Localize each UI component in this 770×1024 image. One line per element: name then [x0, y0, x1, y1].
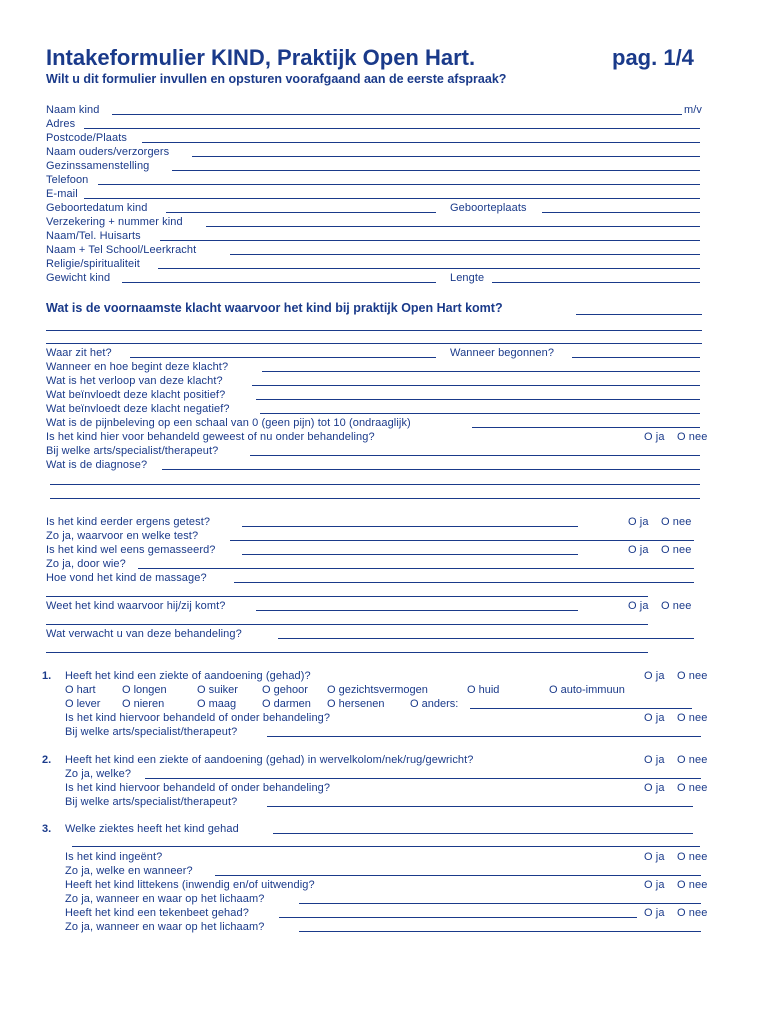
label-telefoon: Telefoon: [46, 174, 89, 186]
section-2-welke[interactable]: [65, 767, 705, 781]
input-line[interactable]: [262, 371, 700, 372]
label-getest: Is het kind eerder ergens getest?: [46, 516, 211, 528]
field-verwacht[interactable]: [46, 627, 701, 641]
input-line[interactable]: [278, 638, 694, 639]
input-line[interactable]: [242, 554, 578, 555]
input-line[interactable]: [230, 254, 700, 255]
field-telefoon[interactable]: [46, 173, 701, 187]
label-postcode: Postcode/Plaats: [46, 132, 127, 144]
input-line[interactable]: [142, 142, 700, 143]
radio-ja[interactable]: O ja: [628, 516, 649, 528]
input-line[interactable]: [138, 568, 694, 569]
field-positief[interactable]: [46, 388, 701, 402]
input-line[interactable]: [492, 282, 700, 283]
option-gezichtsvermogen[interactable]: O gezichtsvermogen: [327, 684, 428, 696]
input-line[interactable]: [46, 330, 702, 331]
input-line[interactable]: [192, 156, 700, 157]
radio-nee[interactable]: O nee: [677, 670, 708, 682]
page-number: pag. 1/4: [612, 45, 694, 70]
field-hoe-begint[interactable]: [46, 360, 701, 374]
label-adres: Adres: [46, 118, 76, 130]
input-line[interactable]: [299, 903, 701, 904]
field-gezin[interactable]: [46, 159, 701, 173]
input-line[interactable]: [46, 343, 702, 344]
label-waarvoor: Zo ja, waarvoor en welke test?: [46, 530, 199, 542]
input-line[interactable]: [46, 596, 648, 597]
label-tekenbeet: Heeft het kind een tekenbeet gehad?: [65, 907, 249, 919]
form-title: Intakeformulier KIND, Praktijk Open Hart.: [46, 45, 476, 70]
label-behandeld: Is het kind hier voor behandeld geweest of nu onder behandeling?: [46, 431, 375, 443]
label-waar-lichaam: Zo ja, wanneer en waar op het lichaam?: [65, 921, 265, 933]
input-line[interactable]: [46, 652, 648, 653]
section-3-littekens[interactable]: [65, 878, 715, 892]
radio-nee[interactable]: O nee: [677, 907, 708, 919]
input-line[interactable]: [162, 469, 700, 470]
radio-ja[interactable]: O ja: [628, 544, 649, 556]
option-hersenen[interactable]: O hersenen: [327, 698, 385, 710]
input-line[interactable]: [112, 114, 682, 115]
input-line[interactable]: [122, 282, 436, 283]
field-email[interactable]: [46, 187, 701, 201]
section-1-question[interactable]: [65, 669, 715, 683]
label-gewicht: Gewicht kind: [46, 272, 111, 284]
label-arts: Bij welke arts/specialist/therapeut?: [65, 726, 238, 738]
label-waar: Waar zit het?: [46, 347, 112, 359]
field-waar[interactable]: [46, 346, 701, 360]
field-verzekering[interactable]: [46, 215, 701, 229]
label-arts: Bij welke arts/specialist/therapeut?: [65, 796, 238, 808]
label-pijn: Wat is de pijnbeleving op een schaal van 0 (geen pijn) tot 10 (ondraaglijk): [46, 417, 411, 429]
option-nieren[interactable]: O nieren: [122, 698, 165, 710]
label-gezin: Gezinssamenstelling: [46, 160, 150, 172]
field-pijn[interactable]: [46, 416, 701, 430]
input-line[interactable]: [160, 240, 700, 241]
section-2-question[interactable]: [65, 753, 715, 767]
field-adres[interactable]: [46, 117, 701, 131]
label-school: Naam + Tel School/Leerkracht: [46, 244, 197, 256]
input-line[interactable]: [256, 610, 578, 611]
radio-nee[interactable]: O nee: [661, 516, 692, 528]
option-darmen[interactable]: O darmen: [262, 698, 311, 710]
input-line[interactable]: [84, 198, 700, 199]
input-line[interactable]: [267, 806, 693, 807]
field-postcode[interactable]: [46, 131, 701, 145]
field-welke-arts[interactable]: [46, 444, 701, 458]
label-geboorteplaats: Geboorteplaats: [450, 202, 527, 214]
option-auto-immuun[interactable]: O auto-immuun: [549, 684, 625, 696]
label-ziekte: Heeft het kind een ziekte of aandoening (gehad)?: [65, 670, 311, 682]
section-3-question[interactable]: [65, 822, 705, 836]
section-3-waar2[interactable]: [65, 920, 705, 934]
label-welke-wanneer: Zo ja, welke en wanneer?: [65, 865, 193, 877]
section-2-behandeld[interactable]: [65, 781, 715, 795]
input-line[interactable]: [234, 582, 694, 583]
section-3-welke-wanneer[interactable]: [65, 864, 705, 878]
section-1-arts[interactable]: [65, 725, 705, 739]
input-line[interactable]: [98, 184, 700, 185]
label-welke: Zo ja, welke?: [65, 768, 132, 780]
label-email: E-mail: [46, 188, 78, 200]
option-suiker[interactable]: O suiker: [197, 684, 238, 696]
radio-ja[interactable]: O ja: [644, 712, 665, 724]
radio-ja[interactable]: O ja: [644, 670, 665, 682]
field-verloop[interactable]: [46, 374, 701, 388]
input-line[interactable]: [279, 917, 637, 918]
radio-ja[interactable]: O ja: [644, 431, 665, 443]
option-longen[interactable]: O longen: [122, 684, 167, 696]
input-line[interactable]: [46, 624, 648, 625]
option-huid[interactable]: O huid: [467, 684, 500, 696]
label-littekens: Heeft het kind littekens (inwendig en/of uitwendig?: [65, 879, 315, 891]
field-diagnose[interactable]: [46, 458, 701, 472]
input-line[interactable]: [230, 540, 694, 541]
label-wervelkolom: Heeft het kind een ziekte of aandoening (gehad) in wervelkolom/nek/rug/gewricht?: [65, 754, 474, 766]
field-weet[interactable]: [46, 599, 714, 613]
radio-ja[interactable]: O ja: [644, 754, 665, 766]
label-positief: Wat beïnvloedt deze klacht positief?: [46, 389, 226, 401]
option-gehoor[interactable]: O gehoor: [262, 684, 308, 696]
input-line[interactable]: [206, 226, 700, 227]
label-ziektes: Welke ziektes heeft het kind gehad: [65, 823, 239, 835]
input-line[interactable]: [145, 778, 701, 779]
field-behandeld[interactable]: [46, 430, 714, 444]
label-negatief: Wat beïnvloedt deze klacht negatief?: [46, 403, 230, 415]
input-line[interactable]: [242, 526, 578, 527]
section-1-number: 1.: [42, 670, 52, 682]
field-religie[interactable]: [46, 257, 701, 271]
label-weet: Weet het kind waarvoor hij/zij komt?: [46, 600, 226, 612]
option-anders[interactable]: O anders:: [410, 698, 459, 710]
field-geboorte[interactable]: [46, 201, 701, 215]
label-massage: Hoe vond het kind de massage?: [46, 572, 207, 584]
section-2-number: 2.: [42, 754, 52, 766]
field-naam-kind[interactable]: [46, 103, 701, 117]
input-line[interactable]: [72, 846, 700, 847]
label-wanneer-begonnen: Wanneer begonnen?: [450, 347, 555, 359]
field-huisarts[interactable]: [46, 229, 701, 243]
field-getest[interactable]: [46, 515, 714, 529]
radio-ja[interactable]: O ja: [644, 782, 665, 794]
input-line[interactable]: [50, 484, 700, 485]
radio-nee[interactable]: O nee: [677, 754, 708, 766]
field-school[interactable]: [46, 243, 701, 257]
label-behandeld: Is het kind hiervoor behandeld of onder behandeling?: [65, 712, 331, 724]
field-negatief[interactable]: [46, 402, 701, 416]
field-door-wie[interactable]: [46, 557, 701, 571]
section-3-tekenbeet[interactable]: [65, 906, 715, 920]
input-line[interactable]: [158, 268, 700, 269]
input-line[interactable]: [299, 931, 701, 932]
section-3-ingeent[interactable]: [65, 850, 715, 864]
field-massage[interactable]: [46, 571, 701, 585]
input-line[interactable]: [470, 708, 692, 709]
label-lengte: Lengte: [450, 272, 485, 284]
input-line[interactable]: [130, 357, 436, 358]
label-waar-lichaam: Zo ja, wanneer en waar op het lichaam?: [65, 893, 265, 905]
radio-ja[interactable]: O ja: [644, 851, 665, 863]
input-line[interactable]: [252, 385, 700, 386]
label-door-wie: Zo ja, door wie?: [46, 558, 126, 570]
option-lever[interactable]: O lever: [65, 698, 101, 710]
complaint-heading: Wat is de voornaamste klacht waarvoor het kind bij praktijk Open Hart komt?: [46, 301, 503, 315]
section-1-behandeld[interactable]: [65, 711, 715, 725]
label-hoe-begint: Wanneer en hoe begint deze klacht?: [46, 361, 229, 373]
input-line[interactable]: [172, 170, 700, 171]
label-verloop: Wat is het verloop van deze klacht?: [46, 375, 223, 387]
radio-nee[interactable]: O nee: [677, 851, 708, 863]
input-line[interactable]: [273, 833, 693, 834]
section-3-number: 3.: [42, 823, 52, 835]
label-religie: Religie/spiritualiteit: [46, 258, 140, 270]
field-waarvoor[interactable]: [46, 529, 701, 543]
option-maag[interactable]: O maag: [197, 698, 237, 710]
input-line[interactable]: [260, 413, 700, 414]
section-2-arts[interactable]: [65, 795, 705, 809]
radio-ja[interactable]: O ja: [644, 879, 665, 891]
radio-nee[interactable]: O nee: [661, 544, 692, 556]
label-verzekering: Verzekering + nummer kind: [46, 216, 183, 228]
label-ouders: Naam ouders/verzorgers: [46, 146, 170, 158]
label-naam-kind: Naam kind: [46, 104, 100, 116]
input-line[interactable]: [256, 399, 700, 400]
input-line[interactable]: [250, 455, 700, 456]
radio-nee[interactable]: O nee: [677, 782, 708, 794]
radio-nee[interactable]: O nee: [677, 712, 708, 724]
radio-ja[interactable]: O ja: [628, 600, 649, 612]
radio-nee[interactable]: O nee: [661, 600, 692, 612]
input-line[interactable]: [50, 498, 700, 499]
input-line[interactable]: [215, 875, 701, 876]
label-welke-arts: Bij welke arts/specialist/therapeut?: [46, 445, 219, 457]
label-verwacht: Wat verwacht u van deze behandeling?: [46, 628, 242, 640]
form-subtitle: Wilt u dit formulier invullen en opsturen voorafgaand aan de eerste afspraak?: [46, 72, 507, 86]
label-mv: m/v: [684, 104, 703, 116]
label-behandeld: Is het kind hiervoor behandeld of onder behandeling?: [65, 782, 331, 794]
field-gemasseerd[interactable]: [46, 543, 714, 557]
radio-nee[interactable]: O nee: [677, 431, 708, 443]
option-hart[interactable]: O hart: [65, 684, 96, 696]
input-line[interactable]: [576, 314, 702, 315]
input-line[interactable]: [166, 212, 436, 213]
label-ingeent: Is het kind ingeënt?: [65, 851, 163, 863]
label-huisarts: Naam/Tel. Huisarts: [46, 230, 141, 242]
label-diagnose: Wat is de diagnose?: [46, 459, 148, 471]
label-geboortedatum: Geboortedatum kind: [46, 202, 148, 214]
field-ouders[interactable]: [46, 145, 701, 159]
input-line[interactable]: [572, 357, 700, 358]
input-line[interactable]: [472, 427, 700, 428]
input-line[interactable]: [267, 736, 701, 737]
radio-ja[interactable]: O ja: [644, 907, 665, 919]
input-line[interactable]: [84, 128, 700, 129]
field-gewicht[interactable]: [46, 271, 701, 285]
input-line[interactable]: [542, 212, 700, 213]
radio-nee[interactable]: O nee: [677, 879, 708, 891]
label-gemasseerd: Is het kind wel eens gemasseerd?: [46, 544, 216, 556]
section-3-waar1[interactable]: [65, 892, 705, 906]
